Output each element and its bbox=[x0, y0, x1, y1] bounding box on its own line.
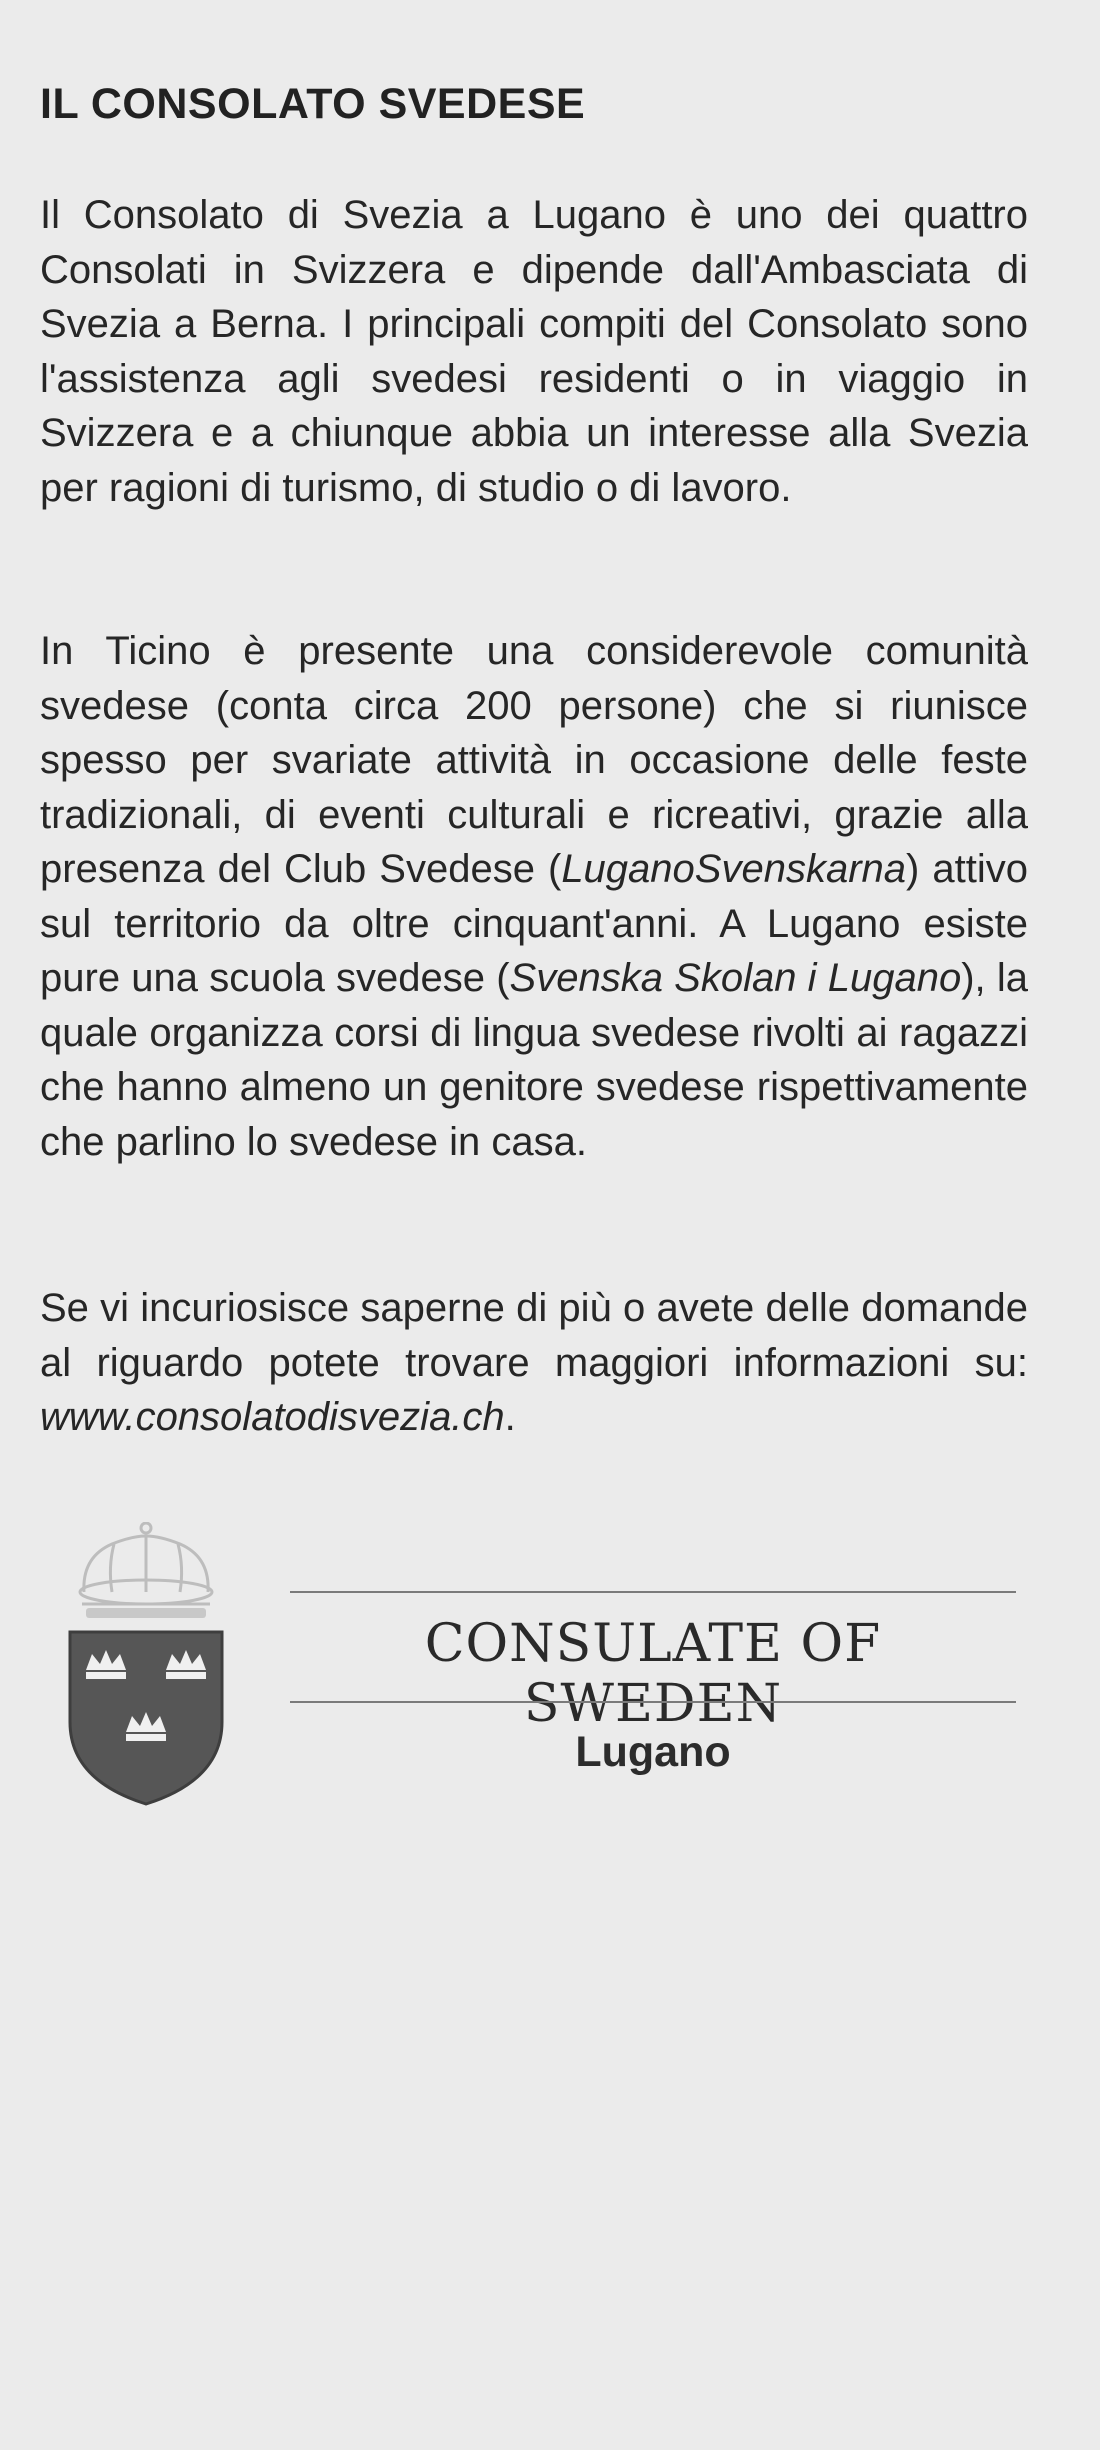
royal-crown-icon bbox=[80, 1523, 212, 1604]
intro-paragraph: Il Consolato di Svezia a Lugano è uno dei quattro Consolati in Svizzera e dipende dall'Ambasciata di Svezia a Berna. I principali compiti del Consolato sono l'assistenza agli svedesi residenti o in viaggio in Svizzera e a chiunque abbia un interesse alla Svezia per ragioni di turismo, di studio o di lavoro. bbox=[40, 193, 1028, 510]
page-title: IL CONSOLATO SVEDESE bbox=[40, 80, 586, 128]
school-name: Svenska Skolan i Lugano bbox=[509, 956, 962, 1000]
consulate-title: CONSULATE OF SWEDEN bbox=[424, 1614, 882, 1734]
community-text-part-a: In Ticino è presente una considerevole comunità svedese (conta circa 200 persone) che si riunisce spesso per svariate attività in occasione delle feste tradizionali, di eventi culturali e ricreativi, grazie alla presenza del Club Svedese ( bbox=[40, 629, 1028, 891]
bottom-divider bbox=[290, 1701, 1016, 1703]
crown-band-icon bbox=[86, 1608, 206, 1618]
community-paragraph bbox=[40, 624, 1028, 1169]
info-text: Se vi incuriosisce saperne di più o avete delle domande al riguardo potete trovare maggiori informazioni su: bbox=[40, 1286, 1028, 1385]
consulate-city: Lugano bbox=[575, 1728, 731, 1776]
community-text-part-c: ), la quale organizza corsi di lingua svedese rivolti ai ragazzi che hanno almeno un genitore svedese rispettivamente che parlino lo svedese in casa. bbox=[40, 956, 1028, 1164]
website-link[interactable]: www.consolatodisvezia.ch bbox=[40, 1395, 505, 1439]
swedish-three-crowns-crest-icon bbox=[62, 1522, 230, 1812]
community-text-part-b: ) attivo sul territorio da oltre cinquant'anni. A Lugano esiste pure una scuola svedese ( bbox=[40, 847, 1028, 1000]
info-end: . bbox=[504, 1395, 516, 1439]
info-paragraph bbox=[40, 1281, 1028, 1445]
club-name: LuganoSvenskarna bbox=[561, 847, 907, 891]
top-divider bbox=[290, 1591, 1016, 1593]
